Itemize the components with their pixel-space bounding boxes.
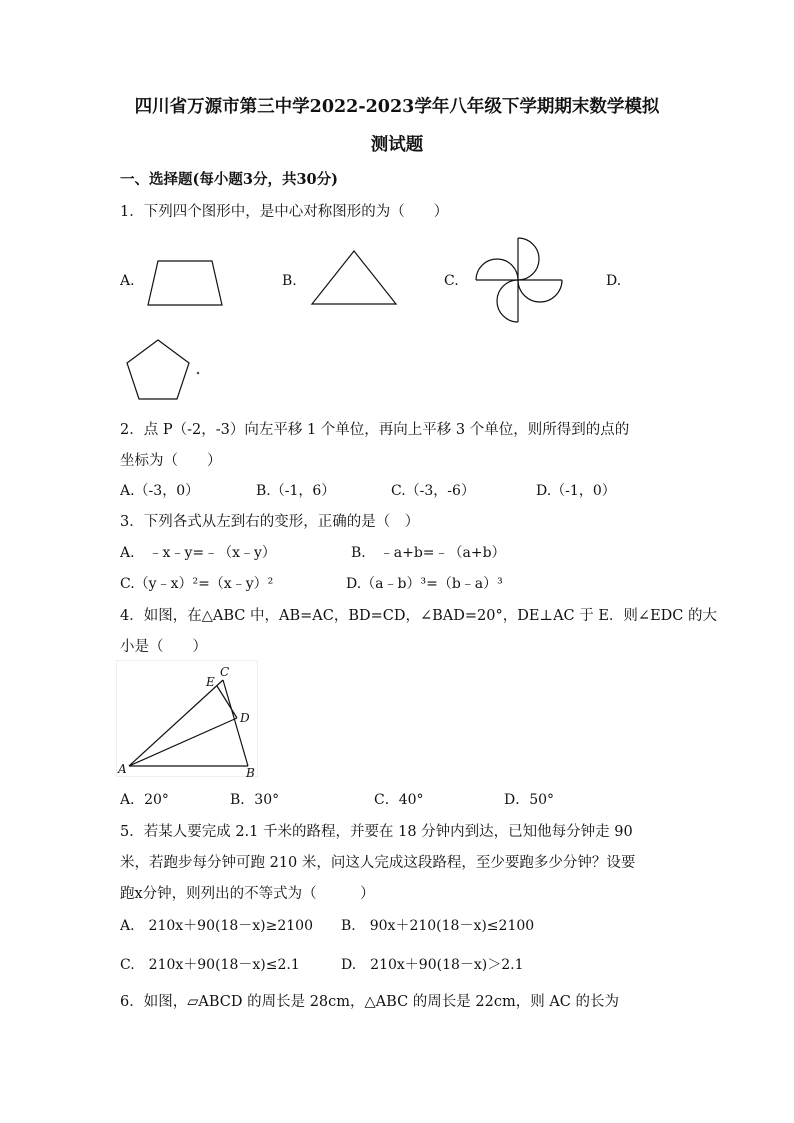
q1-option-a-label: A. — [120, 273, 135, 289]
question-6-stem: 6．如图，▱ABCD 的周长是 28cm，△ABC 的周长是 22cm，则 AC 的长为 — [120, 994, 619, 1010]
question-1-stem: 1．下列四个图形中，是中心对称图形的为（ ） — [120, 204, 449, 220]
page-title: 四川省万源市第三中学2022-2023学年八年级下学期期末数学模拟 — [134, 97, 660, 117]
section-heading: 一、选择题(每小题3分，共30分) — [120, 171, 338, 188]
q3-option-a: A. ﹣x﹣y=﹣（x﹣y） — [120, 545, 276, 561]
question-5-stem-cont-1: 米，若跑步每分钟可跑 210 米，问这人完成这段路程，至少要跑多少分钟？设要 — [120, 855, 636, 871]
trapezoid-figure — [145, 258, 225, 308]
q1-option-c-label: C. — [444, 273, 459, 289]
q2-option-c: C.（-3，-6） — [391, 483, 475, 499]
pinwheel-figure — [474, 236, 564, 326]
page-title-cont: 测试题 — [370, 135, 424, 155]
q3-option-c: C.（y﹣x）²=（x﹣y）² — [120, 576, 274, 592]
q1-option-d-label: D. — [606, 273, 622, 289]
label-a: A — [118, 762, 127, 776]
q2-option-a: A.（-3，0） — [120, 483, 200, 499]
question-5-stem: 5．若某人要完成 2.1 千米的路程，并要在 18 分钟内到达，已知他每分钟走 90 — [120, 824, 633, 840]
q5-option-b: B. 90x＋210(18－x)≤2100 — [341, 918, 535, 934]
label-d: D — [240, 711, 250, 725]
q5-option-a: A. 210x＋90(18－x)≥2100 — [120, 918, 313, 934]
question-2-stem-cont: 坐标为（ ） — [120, 453, 222, 469]
q2-option-d: D.（-1，0） — [536, 483, 616, 499]
q5-option-c: C. 210x＋90(18－x)≤2.1 — [120, 957, 300, 973]
pentagon-figure — [125, 338, 205, 404]
q2-option-b: B.（-1，6） — [256, 483, 336, 499]
triangle-abc-figure — [116, 660, 266, 782]
q3-option-d: D.（a﹣b）³=（b﹣a）³ — [346, 576, 503, 592]
q1-option-b-label: B. — [282, 273, 297, 289]
q3-option-b: B. ﹣a+b=﹣（a+b） — [351, 545, 506, 561]
q4-option-d: D．50° — [504, 792, 555, 808]
q4-option-c: C．40° — [374, 792, 424, 808]
question-2-stem: 2．点 P（-2，-3）向左平移 1 个单位，再向上平移 3 个单位，则所得到的点的 — [120, 422, 630, 438]
q5-option-d: D. 210x＋90(18－x)＞2.1 — [341, 957, 524, 973]
question-4-stem: 4．如图，在△ABC 中，AB=AC，BD=CD，∠BAD=20°，DE⊥AC 于 E．则∠EDC 的大 — [120, 608, 717, 624]
question-3-stem: 3．下列各式从左到右的变形，正确的是（ ） — [120, 514, 420, 530]
label-b: B — [246, 766, 255, 780]
question-4-stem-cont: 小是（ ） — [120, 639, 207, 655]
question-5-stem-cont-2: 跑x分钟，则列出的不等式为（ ） — [120, 886, 375, 902]
label-c: C — [220, 665, 230, 679]
q4-option-a: A．20° — [120, 792, 169, 808]
q4-option-b: B．30° — [230, 792, 280, 808]
label-e: E — [206, 675, 215, 689]
triangle-figure — [310, 248, 400, 308]
